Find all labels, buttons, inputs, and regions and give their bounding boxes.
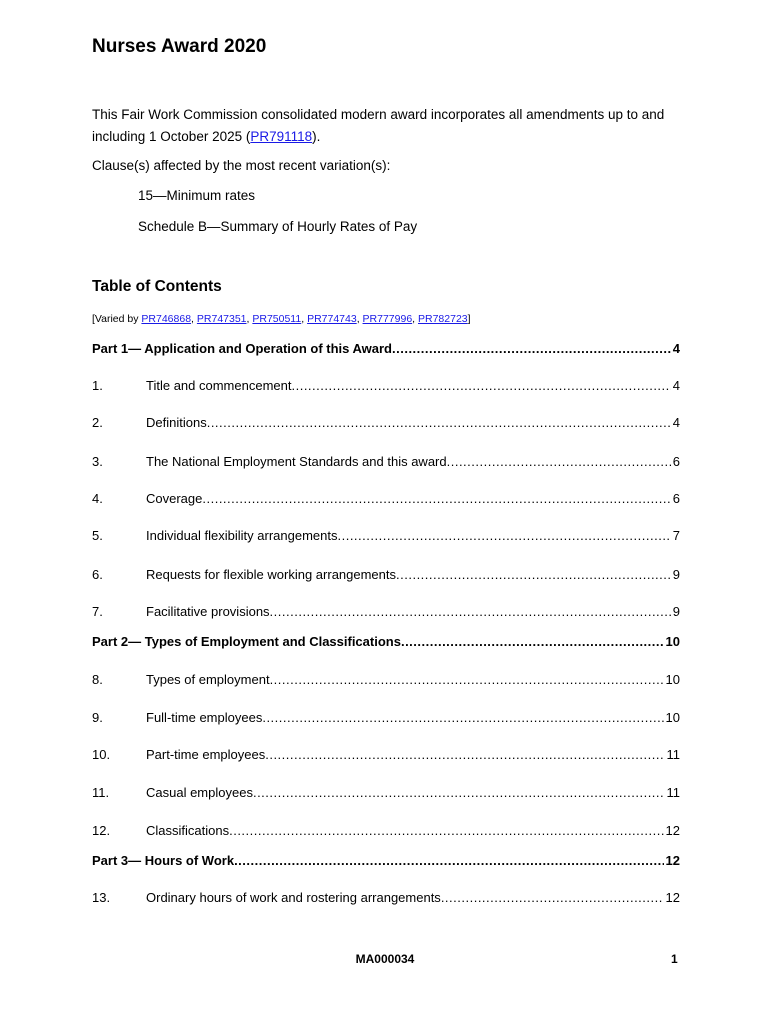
toc-dot-leader (396, 567, 671, 582)
toc-clause-entry[interactable] (92, 491, 680, 506)
footer-award-code: MA000034 (355, 952, 415, 966)
toc-part-entry[interactable] (92, 341, 680, 356)
toc-clause-entry[interactable] (92, 890, 680, 905)
toc-entry-page: 12 (665, 890, 680, 905)
toc-entry-page: 9 (672, 604, 680, 619)
toc-clause-entry[interactable] (92, 604, 680, 619)
document-title: Nurses Award 2020 (92, 36, 267, 57)
toc-clause-entry[interactable] (92, 747, 680, 762)
toc-entry-page: 12 (665, 853, 680, 868)
toc-clause-entry[interactable] (92, 528, 680, 543)
toc-entry-label: The National Employment Standards and this award (146, 454, 447, 469)
toc-dot-leader (447, 454, 671, 469)
toc-entry-number: 3. (92, 454, 103, 469)
intro-text-end: ). (312, 129, 321, 144)
toc-entry-number: 2. (92, 415, 103, 430)
toc-entry-number: 1. (92, 378, 103, 393)
toc-entry-label: Casual employees (146, 785, 253, 800)
toc-entry-label: Definitions (146, 415, 207, 430)
toc-entry-label: Classifications (146, 823, 230, 838)
varied-link[interactable]: PR747351 (196, 313, 247, 325)
affected-clause-item: Schedule B—Summary of Hourly Rates of Pay (138, 219, 418, 234)
toc-entry-label: Requests for flexible working arrangements (146, 567, 397, 582)
toc-entry-page: 11 (666, 785, 680, 800)
varied-prefix: [Varied by (92, 313, 142, 325)
toc-clause-entry[interactable] (92, 672, 680, 687)
toc-entry-number: 4. (92, 491, 103, 506)
toc-part-entry[interactable] (92, 634, 680, 649)
toc-entry-label: Part 2— Types of Employment and Classifications (92, 634, 401, 649)
toc-entry-label: Part 3— Hours of Work (92, 853, 235, 868)
toc-entry-label: Coverage (146, 491, 203, 506)
toc-dot-leader (202, 491, 670, 506)
clauses-heading: Clause(s) affected by the most recent variation(s): (92, 158, 391, 173)
toc-entry-page: 11 (666, 747, 680, 762)
toc-clause-entry[interactable] (92, 785, 680, 800)
toc-dot-leader (265, 747, 664, 762)
varied-link[interactable]: PR746868 (141, 313, 192, 325)
varied-link[interactable]: PR782723 (418, 313, 468, 325)
toc-entry-label: Part-time employees (146, 747, 266, 762)
toc-entry-label: Individual flexibility arrangements (146, 528, 338, 543)
toc-clause-entry[interactable] (92, 823, 680, 838)
toc-entry-page: 10 (665, 710, 680, 725)
toc-entry-page: 7 (672, 528, 680, 543)
toc-entry-number: 5. (92, 528, 103, 543)
intro-variation-link[interactable]: PR791118 (250, 129, 313, 144)
toc-entry-number: 6. (92, 567, 103, 582)
toc-entry-page: 4 (672, 415, 680, 430)
intro-text: This Fair Work Commission consolidated modern award incorporates all amendments up to and including 1 October 2025 ( (92, 107, 665, 144)
toc-dot-leader (234, 853, 663, 868)
toc-clause-entry[interactable] (92, 378, 680, 393)
varied-link[interactable]: PR777996 (362, 313, 413, 325)
toc-entry-number: 7. (92, 604, 103, 619)
toc-clause-entry[interactable] (92, 567, 680, 582)
toc-entry-page: 6 (672, 454, 680, 469)
toc-dot-leader (229, 823, 663, 838)
toc-clause-entry[interactable] (92, 454, 680, 469)
affected-clause-item: 15—Minimum rates (138, 188, 256, 203)
toc-entry-page: 4 (672, 341, 680, 356)
toc-entry-page: 6 (672, 491, 680, 506)
intro-paragraph (92, 104, 682, 148)
toc-dot-leader (291, 378, 670, 393)
toc-part-entry[interactable] (92, 853, 680, 868)
toc-entry-page: 4 (672, 378, 680, 393)
toc-dot-leader (392, 341, 671, 356)
toc-heading: Table of Contents (92, 278, 222, 295)
toc-entry-label: Part 1— Application and Operation of this Award (92, 341, 392, 356)
toc-entry-label: Ordinary hours of work and rostering arrangements (146, 890, 441, 905)
varied-link[interactable]: PR750511 (252, 313, 302, 325)
toc-dot-leader (270, 604, 671, 619)
toc-entry-number: 9. (92, 710, 103, 725)
toc-entry-number: 13. (92, 890, 111, 905)
toc-dot-leader (401, 634, 664, 649)
toc-entry-page: 12 (665, 823, 680, 838)
toc-clause-entry[interactable] (92, 710, 680, 725)
toc-dot-leader (270, 672, 664, 687)
toc-entry-label: Facilitative provisions (146, 604, 270, 619)
toc-entry-number: 8. (92, 672, 103, 687)
toc-entry-page: 10 (665, 634, 680, 649)
toc-clause-entry[interactable] (92, 415, 680, 430)
toc-dot-leader (441, 890, 664, 905)
toc-dot-leader (253, 785, 665, 800)
toc-entry-number: 11. (92, 785, 110, 800)
toc-dot-leader (262, 710, 663, 725)
toc-dot-leader (337, 528, 670, 543)
toc-entry-page: 10 (665, 672, 680, 687)
toc-entry-number: 12. (92, 823, 111, 838)
varied-link[interactable]: PR774743 (307, 313, 357, 325)
toc-entry-number: 10. (92, 747, 111, 762)
toc-entry-label: Full-time employees (146, 710, 263, 725)
toc-entry-label: Types of employment (146, 672, 270, 687)
varied-suffix: ] (467, 313, 471, 325)
varied-by-line: [Varied by PR746868, PR747351, PR750511, PR774743, PR777996, PR782723] (92, 313, 471, 325)
footer-page-number: 1 (671, 952, 678, 966)
toc-dot-leader (207, 415, 671, 430)
toc-entry-label: Title and commencement (146, 378, 292, 393)
toc-entry-page: 9 (672, 567, 680, 582)
